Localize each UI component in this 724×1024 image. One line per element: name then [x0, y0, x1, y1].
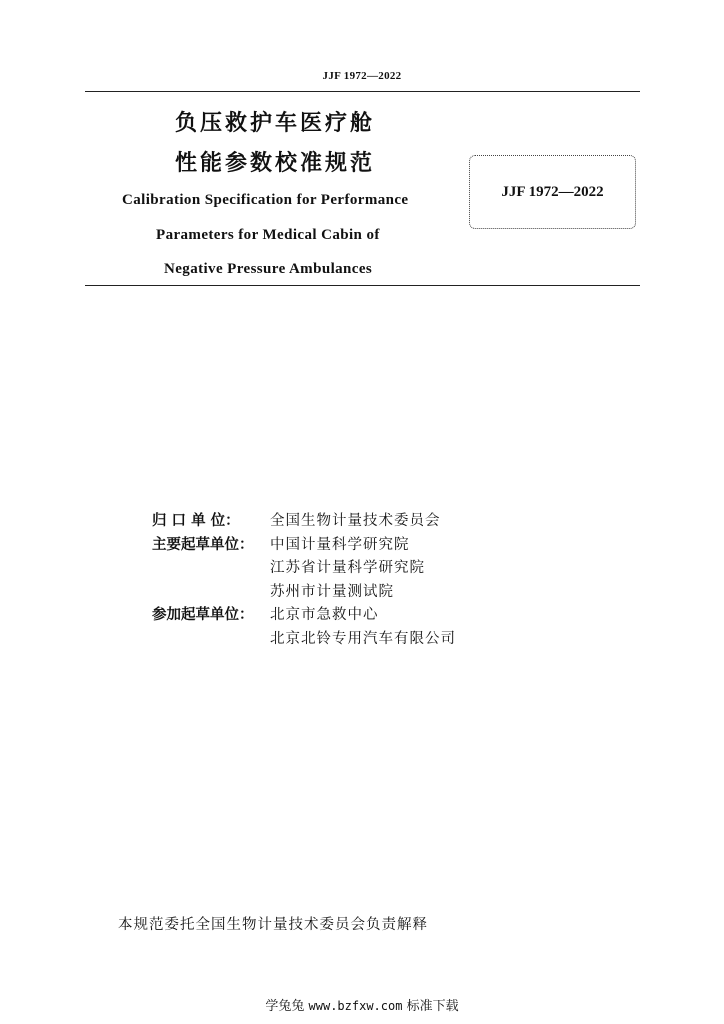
unit-value: 江苏省计量科学研究院 — [270, 560, 425, 576]
unit-value: 全国生物计量技术委员会 — [270, 513, 441, 529]
footer-suffix: 标准下载 — [406, 999, 459, 1014]
unit-row — [152, 581, 456, 605]
english-title-line-2: Parameters for Medical Cabin of — [156, 227, 380, 243]
english-title-line-3: Negative Pressure Ambulances — [164, 261, 373, 277]
unit-row — [152, 557, 456, 581]
unit-row — [152, 604, 456, 628]
unit-label — [152, 557, 270, 581]
top-rule — [85, 91, 640, 92]
footer-prefix: 学兔兔 — [265, 999, 305, 1014]
drafting-units — [152, 510, 456, 651]
specification-code: JJF 1972—2022 — [501, 183, 604, 200]
bottom-rule — [85, 285, 640, 286]
unit-label: 主要起草单位： — [152, 536, 254, 553]
unit-value: 北京北铃专用汽车有限公司 — [270, 630, 456, 647]
unit-label: 归 口 单 位： — [152, 513, 240, 529]
unit-label: 参加起草单位： — [152, 607, 254, 623]
english-title-line-1: Calibration Specification for Performance — [122, 192, 409, 208]
unit-row — [152, 534, 456, 558]
unit-value: 北京市急救中心 — [270, 607, 379, 623]
document-code-header: JJF 1972—2022 — [322, 70, 402, 82]
unit-label — [152, 628, 270, 652]
chinese-title-line-2: 性能参数校准规范 — [175, 151, 376, 176]
unit-value: 苏州市计量测试院 — [270, 583, 394, 600]
unit-row — [152, 628, 456, 652]
specification-code-box — [469, 155, 636, 229]
footer-site-link[interactable]: www.bzfxw.com — [308, 999, 403, 1013]
unit-value: 中国计量科学研究院 — [270, 536, 410, 553]
unit-label — [152, 581, 270, 605]
unit-row — [152, 510, 456, 534]
footer — [0, 995, 724, 1014]
chinese-title-line-1: 负压救护车医疗舱 — [175, 111, 376, 136]
interpretation-statement: 本规范委托全国生物计量技术委员会负责解释 — [118, 917, 428, 933]
